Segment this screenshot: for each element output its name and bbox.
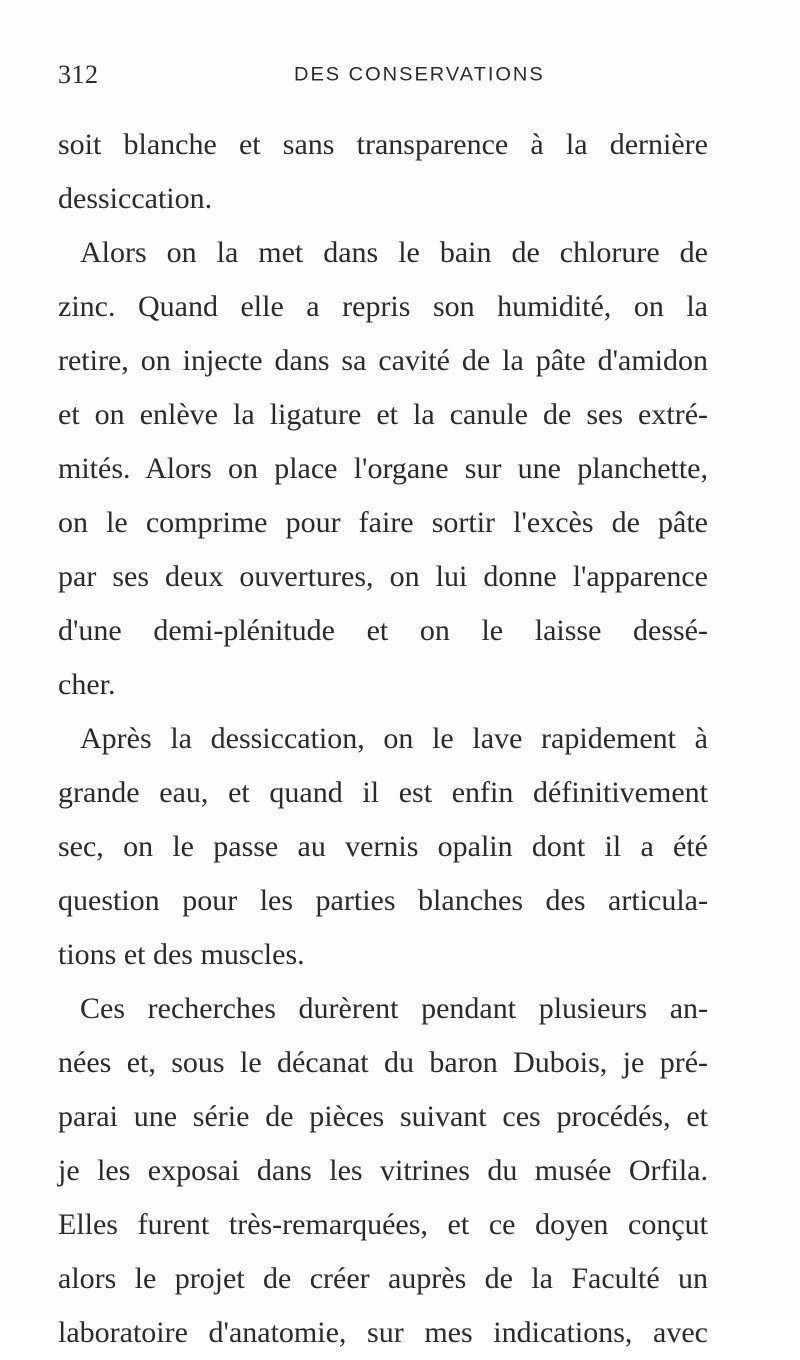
text-line: alors le projet de créer auprès de la Faculté un (58, 1262, 708, 1295)
text-line: Après la dessiccation, on le lave rapidement à (80, 722, 708, 755)
text-line: grande eau, et quand il est enfin définitivement (58, 776, 708, 809)
running-title: DES CONSERVATIONS (294, 64, 545, 86)
text-line: laboratoire d'anatomie, sur mes indications, avec (58, 1316, 708, 1349)
page-number: 312 (58, 60, 99, 89)
text-line: retire, on injecte dans sa cavité de la pâte d'amidon (58, 344, 708, 377)
running-head (58, 60, 708, 100)
text-line: et on enlève la ligature et la canule de ses extré- (58, 398, 708, 431)
text-line: zinc. Quand elle a repris son humidité, on la (58, 290, 708, 323)
body-text (58, 118, 708, 1360)
text-line: tions et des muscles. (58, 938, 305, 971)
text-line: je les exposai dans les vitrines du musée Orfila. (58, 1154, 708, 1187)
text-line: mités. Alors on place l'organe sur une planchette, (58, 452, 708, 485)
text-line: Elles furent très-remarquées, et ce doyen conçut (58, 1208, 708, 1241)
text-line: question pour les parties blanches des articula- (58, 884, 708, 917)
text-line: sec, on le passe au vernis opalin dont il a été (58, 830, 708, 863)
text-line: on le comprime pour faire sortir l'excès de pâte (58, 506, 708, 539)
text-line: Alors on la met dans le bain de chlorure de (80, 236, 708, 269)
text-line: soit blanche et sans transparence à la dernière (58, 128, 708, 161)
text-line: parai une série de pièces suivant ces procédés, et (58, 1100, 708, 1133)
text-line: dessiccation. (58, 182, 213, 215)
text-line: d'une demi-plénitude et on le laisse dessé- (58, 614, 708, 647)
text-line: nées et, sous le décanat du baron Dubois, je pré- (58, 1046, 708, 1079)
text-line: cher. (58, 668, 116, 701)
text-line: Ces recherches durèrent pendant plusieurs an- (80, 992, 708, 1025)
text-line: par ses deux ouvertures, on lui donne l'apparence (58, 560, 708, 593)
